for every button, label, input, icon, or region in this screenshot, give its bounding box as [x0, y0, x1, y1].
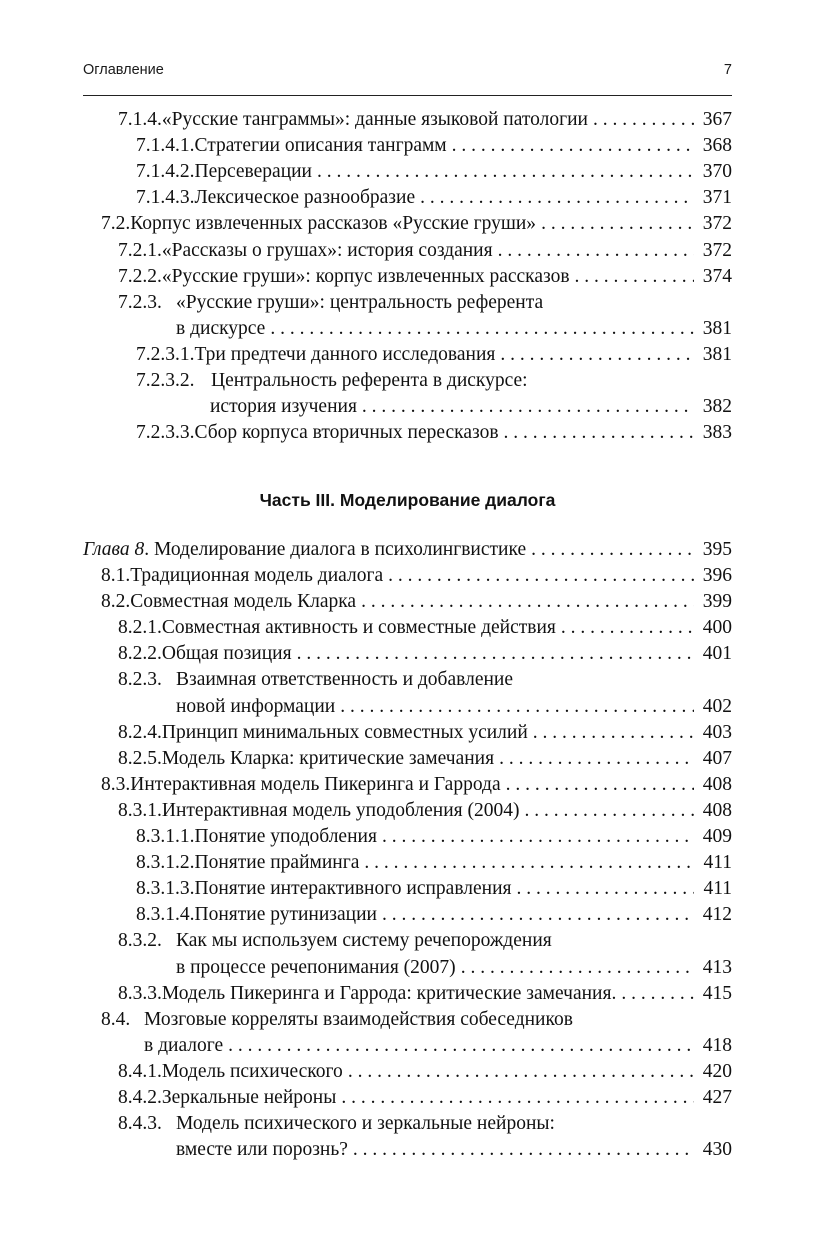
toc-leader-dots [353, 1137, 694, 1163]
toc-entry-number: 8.3.1.3. [136, 878, 195, 900]
toc-entry-number: 7.2.3. [118, 291, 162, 313]
toc-entry-number: 8.2. [101, 591, 131, 613]
toc-leader-dots [420, 185, 694, 211]
toc-entry [176, 955, 732, 981]
toc-entry-number: 8.4.2. [118, 1087, 162, 1108]
toc-entry-page: 413 [702, 956, 732, 978]
toc-leader-dots [561, 615, 694, 641]
toc-entry-title: «Русские груши»: корпус извлеченных рассказов [161, 265, 570, 287]
toc-entry-title: Корпус извлеченных рассказов «Русские груши» [130, 213, 537, 235]
toc-leader-dots [361, 589, 694, 615]
toc-entry-number: 8.4.1. [118, 1060, 162, 1082]
toc-entry-page: 427 [702, 1087, 732, 1108]
toc-entry [101, 772, 732, 798]
toc-entry-title: Центральность референта в дискурсе: [211, 370, 528, 391]
page-number: 7 [723, 62, 732, 78]
toc-entry-page: 383 [702, 422, 732, 444]
toc-leader-dots [533, 720, 694, 746]
toc-entry-number: 8.3.1.2. [136, 852, 195, 874]
toc-entry-title: Модель психического [161, 1060, 343, 1082]
toc-entry [136, 159, 732, 185]
toc-entry-page: 400 [702, 617, 732, 639]
toc-entry-title: Традиционная модель диалога [130, 565, 384, 586]
toc-entry-page: 372 [702, 213, 732, 235]
toc-leader-dots [498, 238, 694, 264]
toc-entry-number: 7.2. [101, 213, 131, 235]
toc-leader-dots [499, 746, 694, 772]
toc-entry-title: Персеверации [194, 161, 312, 183]
toc-entry-number: 7.1.4.1. [136, 135, 195, 157]
toc-entry [210, 394, 732, 420]
toc-entry [136, 133, 732, 159]
toc-leader-dots [531, 537, 694, 563]
toc-entry-number: 8.1. [101, 565, 131, 586]
toc-entry-number: 8.4.3. [118, 1113, 162, 1135]
toc-entry-page: 370 [702, 161, 732, 183]
running-header [83, 62, 732, 82]
toc-entry-page: 381 [702, 343, 732, 365]
toc-entry-title: Совместная модель Кларка [130, 591, 357, 613]
toc-leader-dots [362, 394, 694, 420]
toc-entry-page: 418 [702, 1034, 732, 1056]
toc-entry-title: Интерактивная модель уподобления (2004) [161, 799, 520, 821]
toc-entry [144, 1033, 732, 1059]
toc-entry-page: 382 [702, 396, 732, 418]
toc-entry [118, 641, 732, 667]
toc-entry-title: Понятие интерактивного исправления [194, 878, 512, 900]
toc-entry [136, 850, 732, 876]
toc-entry-number: 8.3.1.4. [136, 904, 195, 926]
chapter-label: Глава 8 [83, 539, 145, 560]
toc-entry-number: 8.3.1.1. [136, 826, 195, 847]
toc-entry-title: «Русские танграммы»: данные языковой патологии [161, 109, 588, 130]
toc-entry [118, 720, 732, 746]
toc-entry [136, 420, 732, 446]
toc-entry-number: 8.2.5. [118, 747, 162, 769]
toc-entry [118, 615, 732, 641]
toc-entry-number: 7.2.3.2. [136, 370, 195, 391]
toc-entry-title: Совместная активность и совместные действия [161, 617, 556, 639]
toc-entry [118, 1111, 555, 1137]
toc-entry-number: 8.2.4. [118, 721, 162, 743]
toc-entry-page: 408 [702, 799, 732, 821]
toc-entry-page: 409 [702, 826, 732, 847]
toc-entry-page: 367 [702, 109, 732, 130]
toc-entry-number: 8.2.1. [118, 617, 162, 639]
toc-entry-number: 8.3. [101, 773, 131, 795]
toc-leader-dots [228, 1033, 694, 1059]
toc-entry-title: новой информации [176, 695, 336, 717]
toc-entry-page: 411 [703, 852, 732, 874]
toc-leader-dots [452, 133, 694, 159]
toc-leader-dots [340, 694, 694, 720]
toc-entry-title: Как мы используем систему речепорождения [176, 930, 552, 952]
toc-entry-number: 8.2.3. [118, 669, 162, 691]
toc-entry-title: Принцип минимальных совместных усилий [161, 721, 528, 743]
toc-entry [118, 746, 732, 772]
toc-entry-number: 7.2.2. [118, 265, 162, 287]
toc-entry [176, 316, 732, 342]
running-header-title: Оглавление [83, 62, 164, 78]
toc-entry [136, 342, 732, 368]
toc-leader-dots [575, 264, 694, 290]
toc-entry-title: Понятие рутинизации [194, 904, 377, 926]
toc-leader-dots [341, 1085, 694, 1111]
toc-entry-title: Модель Пикеринга и Гаррода: критические замечания. [161, 982, 617, 1004]
toc-entry-page: 368 [702, 135, 732, 157]
toc-entry [118, 290, 543, 316]
chapter-title: . Моделирование диалога в психолингвистике [144, 539, 527, 560]
toc-entry-number: 7.2.3.1. [136, 343, 195, 365]
toc-entry [118, 238, 732, 264]
toc-entry-title: Зеркальные нейроны [161, 1087, 337, 1108]
toc-entry [118, 667, 513, 693]
toc-entry [118, 1085, 732, 1111]
toc-leader-dots [317, 159, 694, 185]
toc-entry-page: 381 [702, 317, 732, 339]
toc-entry-number: 7.2.1. [118, 239, 162, 261]
toc-entry-title: в дискурсе [176, 317, 266, 339]
toc-entry-number: 7.1.4.3. [136, 187, 195, 209]
toc-entry [136, 368, 528, 394]
toc-entry-page: 415 [702, 982, 732, 1004]
part-heading: Часть III. Моделирование диалога [259, 490, 556, 510]
toc-entry-number: 7.1.4.2. [136, 161, 195, 183]
toc-entry [118, 981, 732, 1007]
toc-leader-dots [388, 563, 694, 589]
toc-entry [118, 264, 732, 290]
toc-entry-number: 8.4. [101, 1008, 131, 1030]
toc-entry-page: 420 [702, 1060, 732, 1082]
toc-entry [176, 1137, 732, 1163]
toc-entry-page: 412 [702, 904, 732, 926]
toc-entry-title: Понятие уподобления [194, 826, 377, 847]
toc-entry-number: 7.2.3.3. [136, 422, 195, 444]
toc-entry-title: Модель психического и зеркальные нейроны: [176, 1113, 555, 1135]
toc-chapter-entry [83, 537, 732, 563]
toc-entry-page: 430 [702, 1139, 732, 1161]
toc-entry [136, 876, 732, 902]
toc-leader-dots [270, 316, 694, 342]
toc-entry-page: 395 [702, 539, 732, 560]
toc-leader-dots [504, 420, 694, 446]
toc-leader-dots [348, 1059, 694, 1085]
toc-entry-title: Интерактивная модель Пикеринга и Гаррода [130, 773, 501, 795]
toc-leader-dots [364, 850, 694, 876]
toc-entry [101, 1007, 573, 1033]
toc-entry [101, 563, 732, 589]
toc-leader-dots [541, 211, 694, 237]
toc-entry [176, 694, 732, 720]
toc-leader-dots [524, 798, 694, 824]
toc-entry-page: 401 [702, 643, 732, 665]
toc-entry-title: «Русские груши»: центральность референта [176, 291, 544, 313]
toc-entry-page: 408 [702, 773, 732, 795]
toc-entry-title: Мозговые корреляты взаимодействия собеседников [144, 1008, 573, 1030]
toc-entry-number: 8.3.2. [118, 930, 162, 952]
toc-entry [118, 928, 552, 954]
toc-entry-page: 396 [702, 565, 732, 586]
toc-leader-dots [461, 955, 694, 981]
toc-entry [101, 589, 732, 615]
toc-entry-page: 403 [702, 721, 732, 743]
toc-entry-title: Стратегии описания танграмм [194, 135, 447, 157]
toc-entry-title: Общая позиция [161, 643, 292, 665]
toc-leader-dots [517, 876, 695, 902]
toc-entry [118, 798, 732, 824]
toc-entry-number: 7.1.4. [118, 109, 162, 130]
toc-entry-title: Взаимная ответственность и добавление [176, 669, 513, 691]
toc-leader-dots [382, 902, 694, 928]
toc-entry-page: 371 [702, 187, 732, 209]
toc-entry [118, 1059, 732, 1085]
toc-entry-page: 372 [702, 239, 732, 261]
toc-leader-dots [500, 342, 694, 368]
toc-entry-title: вместе или порознь? [176, 1139, 348, 1161]
toc-entry-page: 411 [703, 878, 732, 900]
toc-entry [136, 824, 732, 850]
toc-entry-page: 374 [702, 265, 732, 287]
toc-entry-page: 407 [702, 747, 732, 769]
toc-entry-title: Понятие прайминга [194, 852, 360, 874]
toc-entry-title: Лексическое разнообразие [194, 187, 416, 209]
toc-entry-title: «Рассказы о грушах»: история создания [161, 239, 493, 261]
toc-entry-title: история изучения [210, 396, 357, 418]
toc-entry [118, 107, 732, 133]
toc-entry-number: 8.3.1. [118, 799, 162, 821]
toc-entry [136, 185, 732, 211]
toc-entry [136, 902, 732, 928]
toc-entry-title: Сбор корпуса вторичных пересказов [194, 422, 499, 444]
toc-entry-page: 399 [702, 591, 732, 613]
toc-leader-dots [593, 107, 694, 133]
toc-entry-page: 402 [702, 695, 732, 717]
toc-entry-title: в процессе речепонимания (2007) [176, 956, 456, 978]
toc-leader-dots [621, 981, 694, 1007]
toc-entry [101, 211, 732, 237]
toc-entry-title: в диалоге [144, 1034, 224, 1056]
toc-leader-dots [382, 824, 694, 850]
toc-entry-title: Три предтечи данного исследования [194, 343, 496, 365]
toc-entry-title: Модель Кларка: критические замечания [161, 747, 495, 769]
header-rule [83, 95, 732, 96]
toc-entry-number: 8.2.2. [118, 643, 162, 665]
toc-entry-number: 8.3.3. [118, 982, 162, 1004]
toc-leader-dots [506, 772, 694, 798]
toc-leader-dots [297, 641, 694, 667]
